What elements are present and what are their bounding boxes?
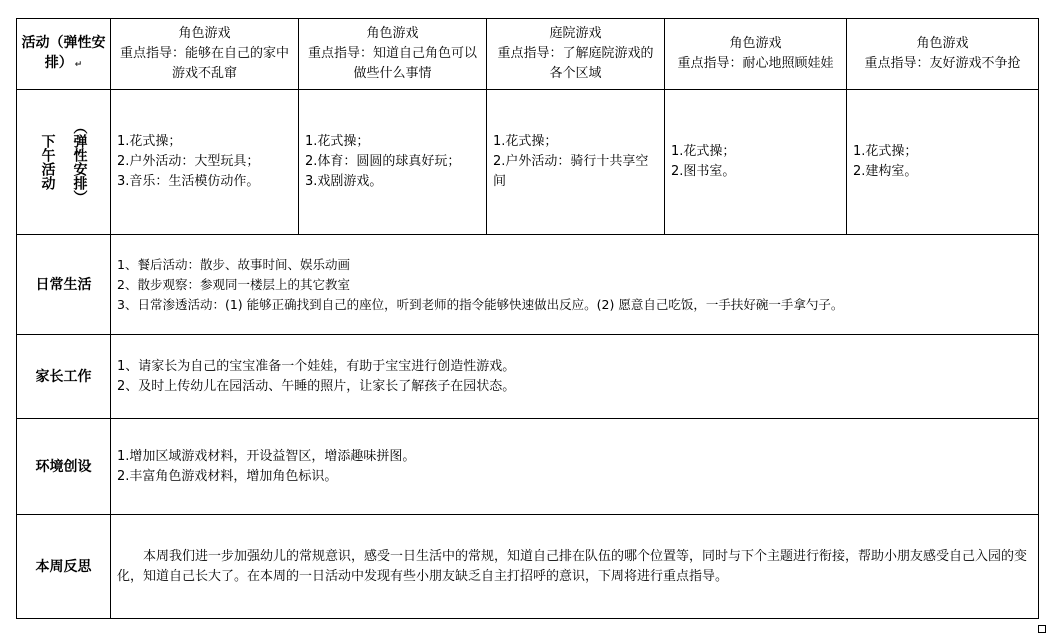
afternoon-item: 1.花式操； (493, 134, 558, 149)
column-title: 角色游戏 (729, 36, 782, 51)
column-guide: 重点指导：了解庭院游戏的各个区域 (497, 46, 654, 81)
table-resize-handle[interactable] (1038, 625, 1046, 633)
column-title: 角色游戏 (178, 26, 231, 41)
daily-life-row (17, 235, 1039, 335)
parent-work-label: 家长工作 (17, 335, 111, 419)
afternoon-item: 2.图书室。 (671, 164, 736, 179)
afternoon-column-4 (665, 90, 847, 235)
header-column-2 (299, 19, 487, 90)
column-guide: 重点指导：友好游戏不争抢 (864, 56, 1021, 71)
afternoon-label-cell (17, 90, 111, 235)
return-mark-icon: ↵ (74, 60, 83, 70)
afternoon-column-2 (299, 90, 487, 235)
parent-work-line: 1、请家长为自己的宝宝准备一个娃娃，有助于宝宝进行创造性游戏。 (117, 358, 516, 374)
daily-life-label: 日常生活 (17, 235, 111, 335)
header-column-4 (665, 19, 847, 90)
parent-work-content (111, 335, 1039, 419)
reflection-content (111, 515, 1039, 619)
header-row (17, 19, 1039, 90)
afternoon-item: 3.音乐：生活模仿动作。 (117, 174, 260, 189)
reflection-label: 本周反思 (17, 515, 111, 619)
reflection-row (17, 515, 1039, 619)
environment-line: 1.增加区域游戏材料，开设益智区，增添趣味拼图。 (117, 448, 416, 464)
header-label-cell (17, 19, 111, 90)
afternoon-column-3 (487, 90, 665, 235)
afternoon-item: 1.花式操； (117, 134, 182, 149)
parent-work-line: 2、及时上传幼儿在园活动、午睡的照片，让家长了解孩子在园状态。 (117, 378, 516, 394)
parent-work-row (17, 335, 1039, 419)
afternoon-row (17, 90, 1039, 235)
afternoon-label-main: 下午活动 (39, 134, 56, 190)
header-column-5 (847, 19, 1039, 90)
afternoon-column-5 (847, 90, 1039, 235)
column-guide: 重点指导：知道自己角色可以做些什么事情 (307, 46, 477, 81)
afternoon-item: 2.建构室。 (853, 164, 918, 179)
daily-life-content (111, 235, 1039, 335)
afternoon-item: 2.户外活动：骑行十共享空间 (493, 154, 649, 189)
environment-line: 2.丰富角色游戏材料，增加角色标识。 (117, 468, 338, 484)
afternoon-label-sub: （弹性安排） (71, 120, 88, 204)
column-title: 角色游戏 (916, 36, 969, 51)
weekly-plan-table (16, 18, 1039, 619)
header-column-1 (111, 19, 299, 90)
environment-content (111, 419, 1039, 515)
column-title: 庭院游戏 (549, 26, 602, 41)
daily-life-line: 1、餐后活动：散步、故事时间、娱乐动画 (117, 256, 350, 272)
daily-life-line: 2、散步观察：参观同一楼层上的其它教室 (117, 276, 350, 292)
reflection-text: 本周我们进一步加强幼儿的常规意识，感受一日生活中的常规，知道自己排在队伍的哪个位置等，同时与下个主题进行衔接，帮助小朋友感受自己入园的变化，知道自己长大了。在本周的一日活动中发现有些小朋友缺乏自主打招呼的意识，下周将进行重点指导。 (117, 548, 1028, 584)
column-guide: 重点指导：耐心地照顾娃娃 (677, 56, 834, 71)
afternoon-item: 2.体育：圆圆的球真好玩； (305, 154, 461, 169)
environment-row (17, 419, 1039, 515)
header-label: 活动（弹性安排） (21, 35, 106, 71)
column-guide: 重点指导：能够在自己的家中游戏不乱窜 (119, 46, 289, 81)
afternoon-item: 2.户外活动：大型玩具； (117, 154, 260, 169)
afternoon-item: 1.花式操； (671, 144, 736, 159)
afternoon-item: 1.花式操； (853, 144, 918, 159)
environment-label: 环境创设 (17, 419, 111, 515)
daily-life-line: 3、日常渗透活动：(1) 能够正确找到自己的座位，听到老师的指令能够快速做出反应。(2) 愿意自己吃饭，一手扶好碗一手拿勺子。 (117, 296, 844, 312)
afternoon-item: 3.戏剧游戏。 (305, 174, 383, 189)
column-title: 角色游戏 (366, 26, 419, 41)
afternoon-item: 1.花式操； (305, 134, 370, 149)
header-column-3 (487, 19, 665, 90)
afternoon-column-1 (111, 90, 299, 235)
